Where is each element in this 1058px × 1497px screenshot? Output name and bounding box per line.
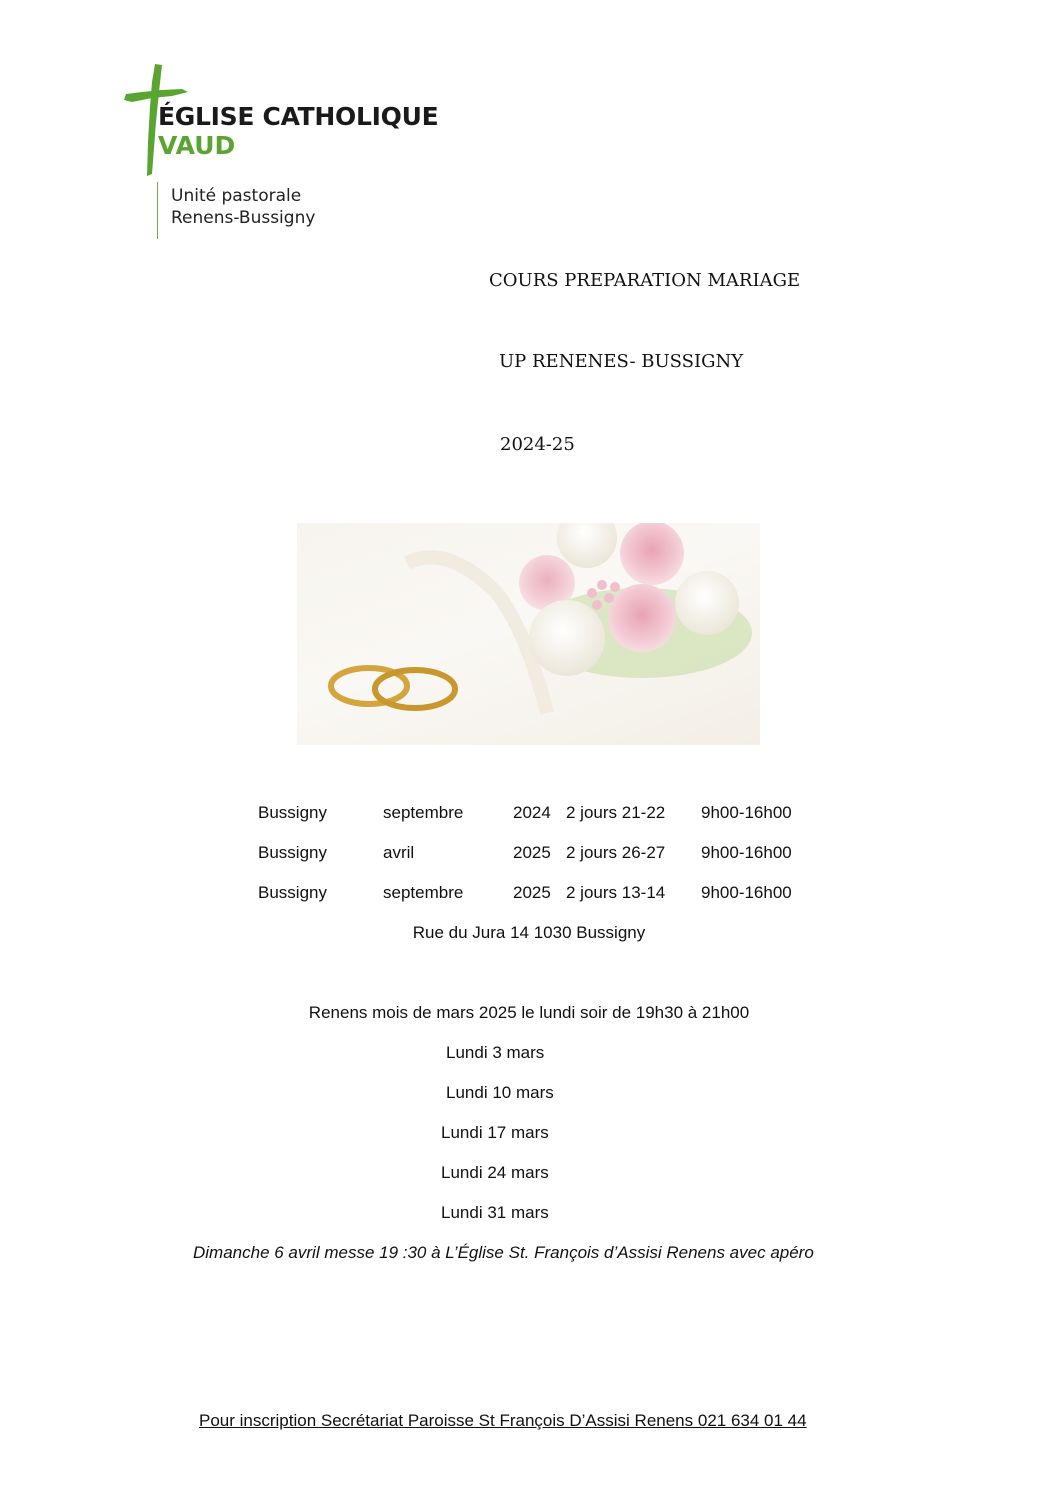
session-row [0, 843, 1058, 867]
session-month: septembre [383, 883, 464, 902]
renens-closing-mass: Dimanche 6 avril messe 19 :30 à L’Église St. François d’Assisi Renens avec apéro [193, 1243, 814, 1262]
session-row [0, 883, 1058, 907]
renens-date: Lundi 24 mars [441, 1163, 549, 1182]
logo-unit-line2: Renens-Bussigny [171, 208, 316, 228]
session-time: 9h00-16h00 [701, 883, 792, 902]
session-location: Bussigny [258, 883, 327, 902]
renens-intro: Renens mois de mars 2025 le lundi soir de 19h30 à 21h00 [308, 1003, 750, 1022]
session-days: 2 jours 26-27 [566, 843, 666, 862]
logo-divider [157, 182, 158, 239]
renens-date: Lundi 31 mars [441, 1203, 549, 1222]
bussigny-address: Rue du Jura 14 1030 Bussigny [412, 923, 646, 942]
session-month: avril [383, 843, 415, 862]
wedding-photo [297, 523, 760, 745]
session-days: 2 jours 13-14 [566, 883, 666, 902]
session-time: 9h00-16h00 [701, 843, 792, 862]
session-time: 9h00-16h00 [701, 803, 792, 822]
session-days: 2 jours 21-22 [566, 803, 666, 822]
session-location: Bussigny [258, 843, 327, 862]
session-location: Bussigny [258, 803, 327, 822]
session-year: 2025 [513, 843, 551, 862]
session-month: septembre [383, 803, 464, 822]
logo-title: ÉGLISE CATHOLIQUE [158, 102, 439, 131]
logo-unit-line1: Unité pastorale [171, 186, 302, 206]
renens-date: Lundi 10 mars [446, 1083, 554, 1102]
renens-date: Lundi 17 mars [441, 1123, 549, 1142]
page-title: COURS PREPARATION MARIAGE [489, 270, 801, 291]
session-year: 2025 [513, 883, 551, 902]
session-year: 2024 [513, 803, 551, 822]
logo-unit [171, 185, 315, 229]
session-row [0, 803, 1058, 827]
renens-date: Lundi 3 mars [446, 1043, 545, 1062]
logo-subtitle: VAUD [158, 131, 236, 160]
page-subtitle: UP RENENES- BUSSIGNY [499, 351, 744, 372]
wedding-photo-icon [297, 523, 760, 745]
page-period: 2024-25 [500, 434, 575, 455]
inscription-contact-link[interactable]: Pour inscription Secrétariat Paroisse St François D’Assisi Renens 021 634 01 44 [199, 1411, 807, 1430]
